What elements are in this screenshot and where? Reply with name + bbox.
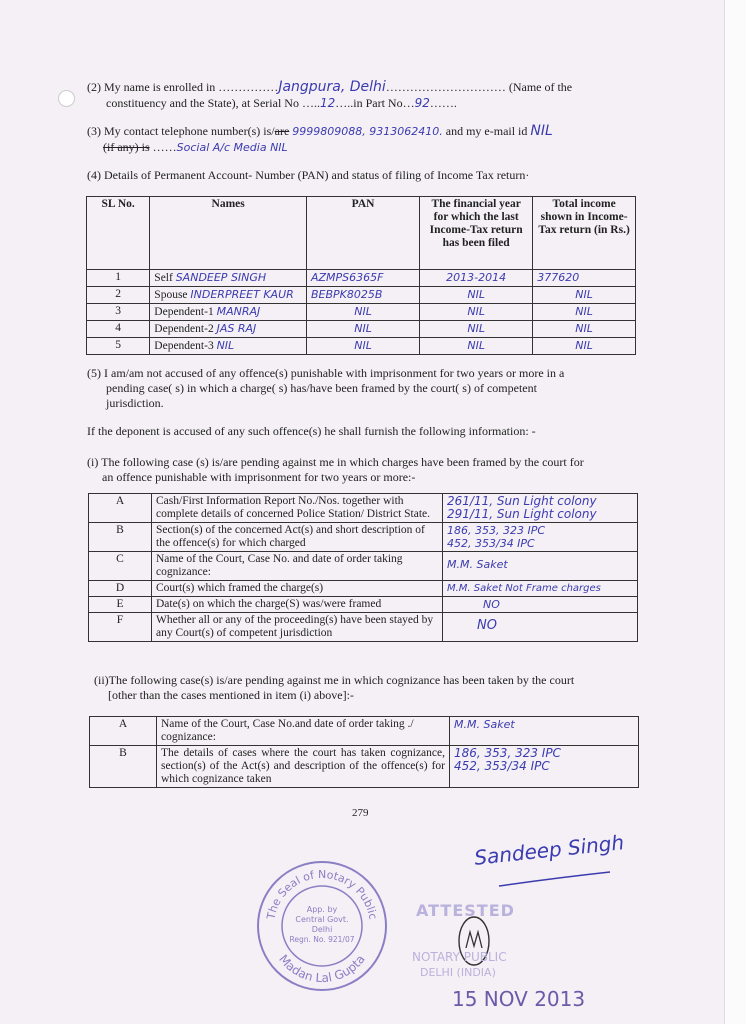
page-number: 279 — [352, 807, 369, 819]
row-name — [150, 321, 307, 338]
table-row — [89, 613, 638, 642]
sub-i-line2: an offence punishable with imprisonment for two years or more:- — [102, 470, 416, 484]
header-names: Names — [150, 197, 307, 270]
item3-line2 — [103, 140, 288, 155]
struck-if-any: (if any) is — [103, 140, 150, 154]
cognizance-table — [89, 716, 639, 788]
table-row — [87, 338, 636, 355]
row-year: NIL — [420, 287, 533, 304]
row-key: C — [89, 552, 152, 581]
seal-ring-bottom — [276, 952, 368, 985]
header-sl: SL No. — [87, 197, 150, 270]
row-relation: Self — [154, 272, 173, 284]
row-value — [443, 523, 638, 552]
attested-line1: NOTARY PUBLIC — [412, 950, 507, 964]
sub-ii-line1: (ii)The following case(s) is/are pending against me in which cognizance has been taken by the court — [94, 673, 575, 687]
row-relation: Spouse — [154, 289, 188, 301]
row-value: NO — [443, 613, 638, 642]
signature-underline — [495, 868, 615, 892]
email-value: NIL — [530, 123, 553, 139]
section-2: 452, 353/34 IPC — [454, 759, 550, 773]
constituency-value: Jangpura, Delhi — [278, 79, 386, 95]
table-row — [89, 494, 638, 523]
seal-ring-bottom-text: Madan Lal Gupta — [276, 952, 368, 986]
fir-2: 291/11, Sun Light colony — [447, 507, 597, 521]
row-relation: Dependent-1 — [154, 306, 214, 318]
table-row — [89, 523, 638, 552]
table-row — [89, 581, 638, 597]
table-row — [89, 597, 638, 613]
row-income: NIL — [533, 304, 636, 321]
row-name — [150, 270, 307, 287]
item2-line1 — [87, 80, 572, 94]
row-year: NIL — [420, 338, 533, 355]
sub-ii-line2: [other than the cases mentioned in item (i) above]:- — [108, 688, 354, 702]
row-desc: Cash/First Information Report No./Nos. together with complete details of concerned Police Station/ District State. — [152, 494, 443, 523]
seal-line2: Central Govt. — [295, 915, 349, 924]
table-row — [89, 552, 638, 581]
row-sl: 2 — [87, 287, 150, 304]
item3-mid: and my e-mail id — [445, 124, 528, 138]
row-pan: NIL — [307, 321, 420, 338]
table-row — [87, 270, 636, 287]
row-key: B — [89, 523, 152, 552]
row-name — [150, 338, 307, 355]
row-desc: The details of cases where the court has taken cognizance, section(s) of the Act(s) and description of the offence(s) for which cognizance taken — [157, 746, 450, 788]
signature: Sandeep Singh — [473, 830, 626, 870]
punch-hole — [58, 90, 75, 107]
header-pan: PAN — [307, 197, 420, 270]
row-relation: Dependent-3 — [154, 340, 214, 352]
item4-heading: (4) Details of Permanent Account- Number (PAN) and status of filing of Income Tax return· — [87, 168, 530, 182]
table-row — [87, 321, 636, 338]
row-pan: NIL — [307, 304, 420, 321]
row-desc: Name of the Court, Case No.and date of order taking ./ cognizance: — [157, 717, 450, 746]
row-person: MANRAJ — [216, 305, 261, 318]
item3-line1 — [87, 124, 647, 139]
pan-table — [86, 196, 636, 355]
row-value: M.M. Saket — [443, 552, 638, 581]
seal-ring-top-text: The Seal of Notary Public — [264, 867, 380, 921]
row-pan: BEBPK8025B — [307, 287, 420, 304]
row-value: NO — [443, 597, 638, 613]
row-income: NIL — [533, 338, 636, 355]
item5-line2: pending case( s) in which a charge( s) has/have been framed by the court( s) of competent — [106, 381, 537, 395]
table-row — [90, 717, 639, 746]
row-key: A — [90, 717, 157, 746]
section-1: 186, 353, 323 IPC — [447, 524, 546, 537]
row-income: NIL — [533, 321, 636, 338]
table-row — [87, 304, 636, 321]
row-person: JAS RAJ — [216, 322, 257, 335]
phone-value: 9999809088, 9313062410. — [292, 125, 443, 138]
item2-line2b: …..in Part No… — [335, 96, 415, 110]
row-value: M.M. Saket — [450, 717, 639, 746]
header-fy: The financial year for which the last Income-Tax return has been filed — [420, 197, 533, 270]
item3-dots: …… — [152, 140, 177, 154]
table-row — [87, 287, 636, 304]
row-sl: 1 — [87, 270, 150, 287]
attested-line2: DELHI (INDIA) — [420, 966, 496, 979]
row-sl: 5 — [87, 338, 150, 355]
item5-line3: jurisdiction. — [106, 396, 164, 410]
item5-line1: (5) I am/am not accused of any offence(s) punishable with imprisonment for two years or more in a — [87, 366, 565, 380]
item3-prefix: (3) My contact telephone number(s) is/ — [87, 124, 275, 138]
part-no-value: 92 — [414, 96, 430, 110]
row-person: NIL — [216, 339, 235, 352]
row-name — [150, 287, 307, 304]
row-desc: Court(s) which framed the charge(s) — [152, 581, 443, 597]
fir-1: 261/11, Sun Light colony — [447, 494, 597, 508]
table-row — [90, 746, 639, 788]
item2-line2 — [106, 96, 457, 110]
sub-i-line1: (i) The following case (s) is/are pending against me in which charges have been framed by the court for — [87, 455, 584, 469]
section-2: 452, 353/34 IPC — [447, 537, 535, 550]
row-year: 2013-2014 — [420, 270, 533, 287]
row-name — [150, 304, 307, 321]
row-person: INDERPREET KAUR — [190, 288, 294, 301]
row-value: M.M. Saket Not Frame charges — [443, 581, 638, 597]
attested-date: 15 NOV 2013 — [452, 987, 586, 1011]
header-income: Total income shown in Income-Tax return (in Rs.) — [533, 197, 636, 270]
attested-title: ATTESTED — [416, 901, 515, 920]
notary-seal — [252, 856, 392, 996]
row-sl: 4 — [87, 321, 150, 338]
item2-line2a: constituency and the State), at Serial No ….. — [106, 96, 320, 110]
row-key: A — [89, 494, 152, 523]
row-desc: Name of the Court, Case No. and date of order taking cognizance: — [152, 552, 443, 581]
item2-line2c: ……. — [429, 96, 457, 110]
deponent-note: If the deponent is accused of any such offence(s) he shall furnish the following information: - — [87, 424, 536, 438]
row-relation: Dependent-2 — [154, 323, 214, 335]
row-income: 377620 — [533, 270, 636, 287]
row-year: NIL — [420, 304, 533, 321]
seal-line3: Delhi — [311, 925, 333, 934]
page-edge — [724, 0, 746, 1024]
seal-line1: App. by — [306, 905, 338, 914]
item2-prefix: (2) My name is enrolled in …………… — [87, 80, 279, 94]
row-income: NIL — [533, 287, 636, 304]
row-pan: NIL — [307, 338, 420, 355]
section-1: 186, 353, 323 IPC — [454, 746, 561, 760]
struck-are: are — [274, 124, 290, 138]
row-desc: Section(s) of the concerned Act(s) and short description of the offence(s) for which charged — [152, 523, 443, 552]
row-value — [443, 494, 638, 523]
serial-no-value: 12 — [319, 96, 336, 110]
row-desc: Date(s) on which the charge(S) was/were framed — [152, 597, 443, 613]
row-key: B — [90, 746, 157, 788]
row-person: SANDEEP SINGH — [175, 271, 267, 284]
pan-table-header — [87, 197, 636, 270]
row-year: NIL — [420, 321, 533, 338]
row-key: F — [89, 613, 152, 642]
charges-table — [88, 493, 638, 642]
social-media-value: Social A/c Media NIL — [176, 141, 288, 154]
row-key: D — [89, 581, 152, 597]
row-value — [450, 746, 639, 788]
seal-line4: Regn. No. 921/07 — [289, 935, 355, 944]
row-sl: 3 — [87, 304, 150, 321]
item2-suffix: ………………………… (Name of the — [385, 80, 573, 94]
row-pan: AZMPS6365F — [307, 270, 420, 287]
row-desc: Whether all or any of the proceeding(s) have been stayed by any Court(s) of competent jurisdiction — [152, 613, 443, 642]
row-key: E — [89, 597, 152, 613]
